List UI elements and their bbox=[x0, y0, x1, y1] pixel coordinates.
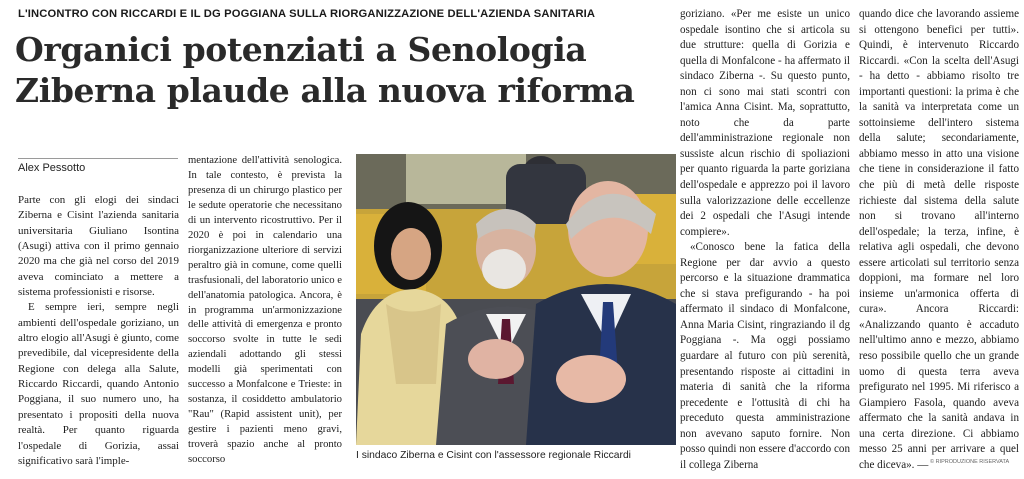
byline: Alex Pessotto bbox=[18, 162, 86, 174]
paragraph: mentazione dell'attività senologica. In tale contesto, è prevista la presenza di un chirurgo plastico per le sedute operatorie che necessitano di un intervento ricostruttivo. Per il 2020 è poi in calendario una riorganizzazione ulteriore di servizi peraltro già in comune, come quelli trasfusionali, del laboratorio unico e dell'anatomia patologica. Ancora, è in programma un'armonizzazione delle attività di emergenza e pronto soccorso svolte in tutte le sedi aziendali adottando gli stessi modelli già sperimentati con successo a Monfalcone e Trieste: in sostanza, il cosiddetto ambulatorio "Rau" (Rapid assistent unit), per gestire i pazienti meno gravi, troverà spazio anche al pronto soccorso bbox=[188, 155, 342, 466]
news-photo bbox=[356, 154, 676, 445]
paragraph: «Conosco bene la fatica della Regione per dar avvio a questo percorso e la situazione drammatica che si stava prefigurando - ha poi affermato il sindaco di Monfalcone, Anna Maria Cisint, ringraziando il dg Poggiana -. Ma oggi possiamo guardare al futuro con più serenità, presentando risposte ai cittadini in materia di sanità che la riforma precedente e l'ottusità di chi ha preceduto questa amministrazione non avevano saputo fornire. Non posso quindi non essere d'accordo con il collega Ziberna bbox=[680, 241, 850, 471]
paragraph: quando dice che lavorando assieme si ottengono benefici per tutti». Quindi, è intervenuto Riccardo Riccardi. «Con la scelta dell'Asugi - ha detto - abbiamo risolto tre importanti questioni: la prima è che la sanità va interpretata come un sottoinsieme dell'intero sistema della salute; secondariamente, abbiamo messo in atto una visione che tiene in considerazione il fatto che più di metà delle risposte richieste dal sistema della salute non si trovano all'interno dell'ospedale; la terza, infine, è relativa agli ospedali, che devono essere articolati sul territorio senza doppioni, ma formare nel loro insieme un'armonica offerta di cura». Ancora Riccardi: «Analizzando quanto è accaduto nell'ultimo anno e mezzo, abbiamo reso possibile quello che un grande uomo di questa terra aveva prefigurato nel 1995. Mi riferisco a Giampiero Fasola, quando aveva affermato che la sanità andava in una certa direzione. Ci abbiamo messo 25 anni per arrivare a quel che diceva». — bbox=[859, 8, 1019, 471]
photo-illustration bbox=[356, 154, 676, 445]
copyright-notice: © RIPRODUZIONE RISERVATA bbox=[930, 459, 1010, 465]
article-column-4 bbox=[859, 7, 1019, 473]
headline-line-1: Organici potenziati a Senologia bbox=[15, 30, 587, 69]
headline bbox=[15, 29, 680, 111]
paragraph: Parte con gli elogi dei sindaci Ziberna e Cisint l'azienda sanitaria universitaria Giuliano Isontina (Asugi) attiva con il primo gennaio 2020 ma che già nel corso del 2019 aveva cominciato a mettere a sistema professionisti e risorse. bbox=[18, 194, 179, 299]
photo-caption: I sindaco Ziberna e Cisint con l'assessore regionale Riccardi bbox=[356, 450, 631, 461]
article-column-3 bbox=[680, 7, 850, 473]
paragraph: goriziano. «Per me esiste un unico ospedale isontino che si articola su due strutture: quella di Gorizia e quella di Monfalcone - ha affermato il sindaco Ziberna -. Su questo punto, non ci sono mai stati scontri con l'amica Anna Cisint. Ma, soprattutto, noto che da parte dell'amministrazione regionale non sussiste alcun rischio di spoliazioni per quanto riguarda la parte goriziana dell'ospedale e apprezzo poi il lavoro sulla valorizzazione delle eccellenze dei 2 ospedali che l'Asugi intende compiere». bbox=[680, 8, 850, 238]
article-column-1 bbox=[18, 193, 179, 469]
paragraph: E sempre ieri, sempre negli ambienti dell'ospedale goriziano, un altro elogio all'Asugi è giunto, come prevedibile, dal vicepresidente della Regione con delega alla Salute, Riccardo Riccardi, quando Antonio Poggiana, il suo numero uno, ha presentato i propositi della nuova realtà. Per quanto riguarda l'ospedale di Gorizia, assai significativo sarà l'imple- bbox=[18, 301, 179, 467]
kicker: L'INCONTRO CON RICCARDI E IL DG POGGIANA SULLA RIORGANIZZAZIONE DELL'AZIENDA SANITARIA bbox=[18, 8, 596, 20]
article-column-2 bbox=[188, 154, 342, 468]
headline-line-2: Ziberna plaude alla nuova riforma bbox=[15, 71, 635, 110]
byline-rule bbox=[18, 158, 178, 159]
